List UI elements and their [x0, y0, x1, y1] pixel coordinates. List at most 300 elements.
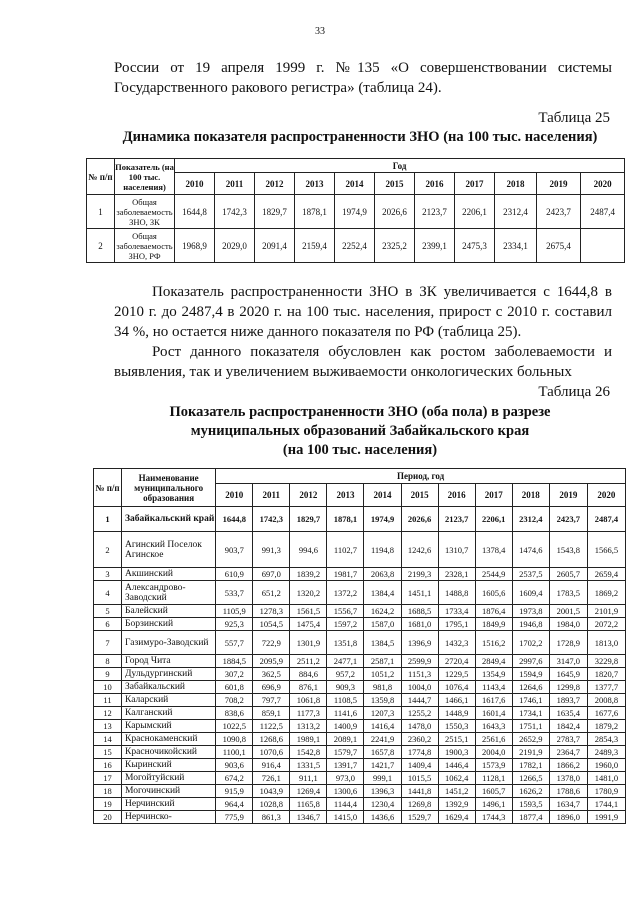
t26-cell: 1609,4 [512, 581, 549, 605]
t26-cell: 2089,1 [327, 733, 364, 746]
t25-cell: 1968,9 [175, 229, 215, 263]
t26-row-num: 8 [94, 655, 122, 668]
t26-cell: 726,1 [253, 772, 290, 785]
t25-cell [581, 229, 625, 263]
t26-cell: 1893,7 [549, 694, 587, 707]
t26-row-num: 15 [94, 746, 122, 759]
t26-cell: 2489,3 [587, 746, 625, 759]
t25-head-num: № п/п [87, 159, 115, 195]
t26-row-name: Дульдургинский [122, 668, 216, 681]
t26-cell: 2652,9 [512, 733, 549, 746]
t26-head-period: Период, год [216, 469, 626, 484]
t26-cell: 1488,8 [438, 581, 475, 605]
t26-cell: 1451,1 [401, 581, 438, 605]
t26-row-num: 1 [94, 507, 122, 532]
t26-cell: 307,2 [216, 668, 253, 681]
t26-cell: 651,2 [253, 581, 290, 605]
t26-row [94, 681, 626, 694]
t26-cell: 1255,2 [401, 707, 438, 720]
t26-cell: 1022,5 [216, 720, 253, 733]
t26-row-num: 20 [94, 811, 122, 824]
t26-cell: 1359,8 [364, 694, 401, 707]
table26 [93, 468, 626, 824]
t26-row [94, 655, 626, 668]
t26-cell: 2072,2 [587, 618, 625, 631]
t26-row [94, 746, 626, 759]
t26-cell: 1451,2 [438, 785, 475, 798]
t26-cell: 708,2 [216, 694, 253, 707]
t26-cell: 1436,6 [364, 811, 401, 824]
t26-cell: 1207,3 [364, 707, 401, 720]
t25-cell: 2399,1 [415, 229, 455, 263]
t26-cell: 1141,6 [327, 707, 364, 720]
t26-cell: 2095,9 [253, 655, 290, 668]
t26-row-num: 13 [94, 720, 122, 733]
t26-cell: 1597,2 [327, 618, 364, 631]
t26-cell: 1051,2 [364, 668, 401, 681]
t25-cell: 1742,3 [215, 195, 255, 229]
t26-cell: 1657,8 [364, 746, 401, 759]
t26-cell: 2328,1 [438, 568, 475, 581]
t26-cell: 2544,9 [475, 568, 512, 581]
t26-cell: 1635,4 [549, 707, 587, 720]
t25-year-2016: 2016 [415, 173, 455, 195]
t25-cell: 2159,4 [295, 229, 335, 263]
t26-cell: 1122,5 [253, 720, 290, 733]
t26-row [94, 759, 626, 772]
t26-row-num: 2 [94, 532, 122, 568]
t25-cell: 2423,7 [537, 195, 581, 229]
t26-cell: 1879,2 [587, 720, 625, 733]
t26-cell: 1478,0 [401, 720, 438, 733]
t26-cell: 2511,2 [290, 655, 327, 668]
t26-cell: 1108,5 [327, 694, 364, 707]
t26-cell: 1384,4 [364, 581, 401, 605]
t25-cell: 2475,3 [455, 229, 495, 263]
table26-title-3: (на 100 тыс. населения) [282, 442, 438, 458]
t26-cell: 775,9 [216, 811, 253, 824]
t26-cell: 1396,3 [364, 785, 401, 798]
t26-cell: 2849,4 [475, 655, 512, 668]
t26-cell: 1448,9 [438, 707, 475, 720]
t26-cell: 1842,4 [549, 720, 587, 733]
t25-cell: 2252,4 [335, 229, 375, 263]
t26-cell: 1573,9 [475, 759, 512, 772]
table26-title-1: Показатель распространенности ЗНО (оба пола) в разрезе [169, 404, 551, 420]
t26-cell: 2487,4 [587, 507, 625, 532]
t26-row-name: Борзинский [122, 618, 216, 631]
t26-cell: 1301,9 [290, 631, 327, 655]
t26-cell: 911,1 [290, 772, 327, 785]
t25-year-2017: 2017 [455, 173, 495, 195]
t26-cell: 1396,9 [401, 631, 438, 655]
t26-row [94, 798, 626, 811]
t26-row-num: 6 [94, 618, 122, 631]
t26-row-num: 7 [94, 631, 122, 655]
t26-row-name: Забайкальский край [122, 507, 216, 532]
t26-cell: 1605,7 [475, 785, 512, 798]
t26-row-name: Акшинский [122, 568, 216, 581]
t26-row-num: 11 [94, 694, 122, 707]
t25-year-2012: 2012 [255, 173, 295, 195]
t26-cell: 1441,8 [401, 785, 438, 798]
t26-cell: 2206,1 [475, 507, 512, 532]
t26-row-name: Могочинский [122, 785, 216, 798]
t26-row-num: 10 [94, 681, 122, 694]
t26-row-name: Калганский [122, 707, 216, 720]
t26-cell: 1644,8 [216, 507, 253, 532]
t26-cell: 1043,9 [253, 785, 290, 798]
t26-cell: 2561,6 [475, 733, 512, 746]
t26-cell: 1820,7 [587, 668, 625, 681]
t26-cell: 1677,6 [587, 707, 625, 720]
t25-cell: 1878,1 [295, 195, 335, 229]
t26-cell: 1144,4 [327, 798, 364, 811]
t26-cell: 1229,5 [438, 668, 475, 681]
t25-year-2020: 2020 [581, 173, 625, 195]
t26-year-2012: 2012 [290, 484, 327, 507]
t26-row-name: Могойтуйский [122, 772, 216, 785]
t26-row [94, 532, 626, 568]
t26-cell: 1378,4 [475, 532, 512, 568]
t26-cell: 1617,6 [475, 694, 512, 707]
t26-cell: 1681,0 [401, 618, 438, 631]
t25-year-2015: 2015 [375, 173, 415, 195]
t26-cell: 903,6 [216, 759, 253, 772]
t26-cell: 674,2 [216, 772, 253, 785]
t26-cell: 1884,5 [216, 655, 253, 668]
t26-head-name: Наименование муниципального образования [122, 469, 216, 507]
t26-cell: 1594,9 [512, 668, 549, 681]
t26-cell: 2599,9 [401, 655, 438, 668]
t26-cell: 1991,9 [587, 811, 625, 824]
t26-cell: 1090,8 [216, 733, 253, 746]
t26-cell: 696,9 [253, 681, 290, 694]
t26-row-num: 3 [94, 568, 122, 581]
t26-cell: 2101,9 [587, 605, 625, 618]
t26-year-2018: 2018 [512, 484, 549, 507]
t26-cell: 1061,8 [290, 694, 327, 707]
t26-cell: 1266,5 [512, 772, 549, 785]
t26-cell: 1989,1 [290, 733, 327, 746]
t26-row [94, 668, 626, 681]
t26-cell: 1877,4 [512, 811, 549, 824]
t26-row [94, 811, 626, 824]
t25-cell: 2206,1 [455, 195, 495, 229]
t26-cell: 557,7 [216, 631, 253, 655]
t26-cell: 1372,2 [327, 581, 364, 605]
t26-cell: 610,9 [216, 568, 253, 581]
t26-cell: 1896,0 [549, 811, 587, 824]
t26-cell: 1829,7 [290, 507, 327, 532]
t25-row-num: 2 [87, 229, 115, 263]
t25-cell: 2091,4 [255, 229, 295, 263]
table26-label: Таблица 26 [538, 384, 610, 400]
t26-cell: 991,3 [253, 532, 290, 568]
t26-cell: 1876,4 [475, 605, 512, 618]
t26-cell: 2001,5 [549, 605, 587, 618]
t26-cell: 1331,5 [290, 759, 327, 772]
t26-cell: 916,4 [253, 759, 290, 772]
t26-cell: 1839,2 [290, 568, 327, 581]
t26-row [94, 733, 626, 746]
t26-year-2010: 2010 [216, 484, 253, 507]
t26-cell: 1416,4 [364, 720, 401, 733]
t25-row-name: Общая заболеваемость ЗНО, РФ [116, 230, 173, 261]
t26-row [94, 707, 626, 720]
t26-cell: 1780,9 [587, 785, 625, 798]
t26-cell: 1542,8 [290, 746, 327, 759]
t26-year-2017: 2017 [475, 484, 512, 507]
table25-title: Динамика показателя распространенности ЗНО (на 100 тыс. населения) [122, 129, 598, 145]
t26-cell: 1605,6 [475, 581, 512, 605]
t25-cell: 2487,4 [581, 195, 625, 229]
t26-cell: 994,6 [290, 532, 327, 568]
t26-cell: 1346,7 [290, 811, 327, 824]
t26-cell: 1264,6 [512, 681, 549, 694]
t25-cell: 2675,4 [537, 229, 581, 263]
t25-cell: 2325,2 [375, 229, 415, 263]
t26-cell: 2360,2 [401, 733, 438, 746]
t26-cell: 1579,7 [327, 746, 364, 759]
t26-cell: 2008,8 [587, 694, 625, 707]
t26-cell: 1561,5 [290, 605, 327, 618]
t26-cell: 2364,7 [549, 746, 587, 759]
t26-row-num: 14 [94, 733, 122, 746]
t26-cell: 601,8 [216, 681, 253, 694]
t26-cell: 2783,7 [549, 733, 587, 746]
t25-cell: 1829,7 [255, 195, 295, 229]
t25-cell: 2026,6 [375, 195, 415, 229]
t26-row-name: Газимуро-Заводский [122, 631, 216, 655]
t26-cell: 1300,6 [327, 785, 364, 798]
t26-cell: 1076,4 [438, 681, 475, 694]
t26-cell: 3229,8 [587, 655, 625, 668]
t26-cell: 1444,7 [401, 694, 438, 707]
t26-cell: 1242,6 [401, 532, 438, 568]
t26-cell: 1400,9 [327, 720, 364, 733]
t26-row [94, 618, 626, 631]
t26-cell: 1702,2 [512, 631, 549, 655]
intro-paragraph: России от 19 апреля 1999 г. №135 «О совершенствовании системы Государственного ракового регистра» (таблица 24). [114, 60, 612, 96]
t26-cell: 1351,8 [327, 631, 364, 655]
t25-cell: 1644,8 [175, 195, 215, 229]
t26-cell: 1728,9 [549, 631, 587, 655]
t26-cell: 981,8 [364, 681, 401, 694]
t26-cell: 1866,2 [549, 759, 587, 772]
t26-cell: 1593,5 [512, 798, 549, 811]
t26-cell: 697,0 [253, 568, 290, 581]
t26-cell: 1054,5 [253, 618, 290, 631]
t26-cell: 1466,1 [438, 694, 475, 707]
t25-row [87, 229, 625, 263]
t26-row-num: 19 [94, 798, 122, 811]
t26-row-name: Забайкальский [122, 681, 216, 694]
t26-cell: 1194,8 [364, 532, 401, 568]
t26-row-name: Нерчинско- [122, 811, 216, 824]
t26-row [94, 720, 626, 733]
t25-row-num: 1 [87, 195, 115, 229]
t25-year-2014: 2014 [335, 173, 375, 195]
t26-cell: 2191,9 [512, 746, 549, 759]
t26-row-name: Балейский [122, 605, 216, 618]
t26-cell: 1744,3 [475, 811, 512, 824]
t26-cell: 2587,1 [364, 655, 401, 668]
t26-row-name: Агинский Поселок Агинское [122, 532, 216, 568]
t26-cell: 1634,7 [549, 798, 587, 811]
t26-cell: 1015,5 [401, 772, 438, 785]
t26-row [94, 631, 626, 655]
t26-row [94, 772, 626, 785]
t26-year-2014: 2014 [364, 484, 401, 507]
t26-cell: 1475,4 [290, 618, 327, 631]
t26-cell: 1783,5 [549, 581, 587, 605]
t26-cell: 1313,2 [290, 720, 327, 733]
t26-cell: 1070,6 [253, 746, 290, 759]
t26-cell: 1128,1 [475, 772, 512, 785]
t26-cell: 1629,4 [438, 811, 475, 824]
t26-cell: 2026,6 [401, 507, 438, 532]
t26-row [94, 581, 626, 605]
t26-cell: 1392,9 [438, 798, 475, 811]
t26-row-name: Краснокаменский [122, 733, 216, 746]
t26-cell: 1543,8 [549, 532, 587, 568]
t26-cell: 1529,7 [401, 811, 438, 824]
t26-row [94, 694, 626, 707]
t26-cell: 1734,1 [512, 707, 549, 720]
t26-cell: 1774,8 [401, 746, 438, 759]
t26-cell: 861,3 [253, 811, 290, 824]
t26-cell: 1269,4 [290, 785, 327, 798]
t26-cell: 1626,2 [512, 785, 549, 798]
t26-cell: 1496,1 [475, 798, 512, 811]
t26-cell: 1481,0 [587, 772, 625, 785]
t26-cell: 884,6 [290, 668, 327, 681]
t26-cell: 903,7 [216, 532, 253, 568]
t26-cell: 1960,0 [587, 759, 625, 772]
t26-cell: 1643,3 [475, 720, 512, 733]
t26-cell: 1782,1 [512, 759, 549, 772]
paragraph-2: Рост данного показателя обусловлен как ростом заболеваемости и выявления, так и увеличением выживаемости онкологических больных [114, 344, 612, 380]
t26-cell: 1601,4 [475, 707, 512, 720]
t26-cell: 1751,1 [512, 720, 549, 733]
t26-cell: 1587,0 [364, 618, 401, 631]
t25-cell: 2029,0 [215, 229, 255, 263]
t26-cell: 2720,4 [438, 655, 475, 668]
t26-cell: 1849,9 [475, 618, 512, 631]
t26-cell: 1391,7 [327, 759, 364, 772]
t26-cell: 1795,1 [438, 618, 475, 631]
t26-year-2011: 2011 [253, 484, 290, 507]
t26-cell: 722,9 [253, 631, 290, 655]
t26-cell: 1900,3 [438, 746, 475, 759]
page-number: 33 [315, 26, 325, 37]
t26-cell: 1869,2 [587, 581, 625, 605]
t26-cell: 1688,5 [401, 605, 438, 618]
t26-row-num: 16 [94, 759, 122, 772]
t26-row [94, 507, 626, 532]
t26-cell: 797,7 [253, 694, 290, 707]
t26-cell: 1409,4 [401, 759, 438, 772]
t26-row [94, 605, 626, 618]
t26-cell: 1062,4 [438, 772, 475, 785]
t26-cell: 1102,7 [327, 532, 364, 568]
t26-cell: 1550,3 [438, 720, 475, 733]
t26-cell: 1733,4 [438, 605, 475, 618]
t26-cell: 2241,9 [364, 733, 401, 746]
t26-cell: 1744,1 [587, 798, 625, 811]
t26-cell: 1446,4 [438, 759, 475, 772]
t25-year-2010: 2010 [175, 173, 215, 195]
t26-cell: 1310,7 [438, 532, 475, 568]
t26-cell: 1177,3 [290, 707, 327, 720]
t26-row-num: 9 [94, 668, 122, 681]
t26-cell: 1878,1 [327, 507, 364, 532]
t26-cell: 1421,7 [364, 759, 401, 772]
t25-cell: 2312,4 [495, 195, 537, 229]
t25-year-2011: 2011 [215, 173, 255, 195]
t26-cell: 2537,5 [512, 568, 549, 581]
t26-row-name: Красночикойский [122, 746, 216, 759]
t25-head-indicator: Показатель (на 100 тыс. населения) [115, 159, 175, 195]
t26-cell: 1320,2 [290, 581, 327, 605]
t25-cell: 2123,7 [415, 195, 455, 229]
t26-row-name: Каларский [122, 694, 216, 707]
t26-row [94, 568, 626, 581]
t26-cell: 1645,9 [549, 668, 587, 681]
t26-cell: 1746,1 [512, 694, 549, 707]
t26-cell: 1354,9 [475, 668, 512, 681]
t26-cell: 838,6 [216, 707, 253, 720]
t26-cell: 1299,8 [549, 681, 587, 694]
t26-cell: 1278,3 [253, 605, 290, 618]
t26-cell: 1432,3 [438, 631, 475, 655]
t26-cell: 2997,6 [512, 655, 549, 668]
t26-cell: 1946,8 [512, 618, 549, 631]
t26-row-num: 5 [94, 605, 122, 618]
t26-cell: 1028,8 [253, 798, 290, 811]
paragraph-1: Показатель распространенности ЗНО в ЗК увеличивается с 1644,8 в 2010 г. до 2487,4 в 2020 г. на 100 тыс. населения, прирост с 2010 г. составил 34 %, но остается ниже данного показателя по РФ (таблица 25). [114, 284, 612, 340]
t26-cell: 533,7 [216, 581, 253, 605]
t25-year-2018: 2018 [495, 173, 537, 195]
t26-cell: 362,5 [253, 668, 290, 681]
t26-cell: 2854,3 [587, 733, 625, 746]
t26-cell: 2063,8 [364, 568, 401, 581]
t25-cell: 2334,1 [495, 229, 537, 263]
t26-cell: 1377,7 [587, 681, 625, 694]
t26-cell: 1230,4 [364, 798, 401, 811]
t26-year-2015: 2015 [401, 484, 438, 507]
t26-cell: 3147,0 [549, 655, 587, 668]
t26-cell: 1151,3 [401, 668, 438, 681]
t26-cell: 1566,5 [587, 532, 625, 568]
t26-cell: 1100,1 [216, 746, 253, 759]
t25-year-2019: 2019 [537, 173, 581, 195]
t26-year-2020: 2020 [587, 484, 625, 507]
t26-cell: 925,3 [216, 618, 253, 631]
t26-cell: 2477,1 [327, 655, 364, 668]
t26-cell: 2659,4 [587, 568, 625, 581]
t25-row [87, 195, 625, 229]
t26-cell: 1474,6 [512, 532, 549, 568]
t26-row-num: 4 [94, 581, 122, 605]
t26-cell: 2199,3 [401, 568, 438, 581]
t26-row-name: Нерчинский [122, 798, 216, 811]
t26-cell: 1415,0 [327, 811, 364, 824]
t26-cell: 915,9 [216, 785, 253, 798]
t26-year-2016: 2016 [438, 484, 475, 507]
t26-cell: 2312,4 [512, 507, 549, 532]
